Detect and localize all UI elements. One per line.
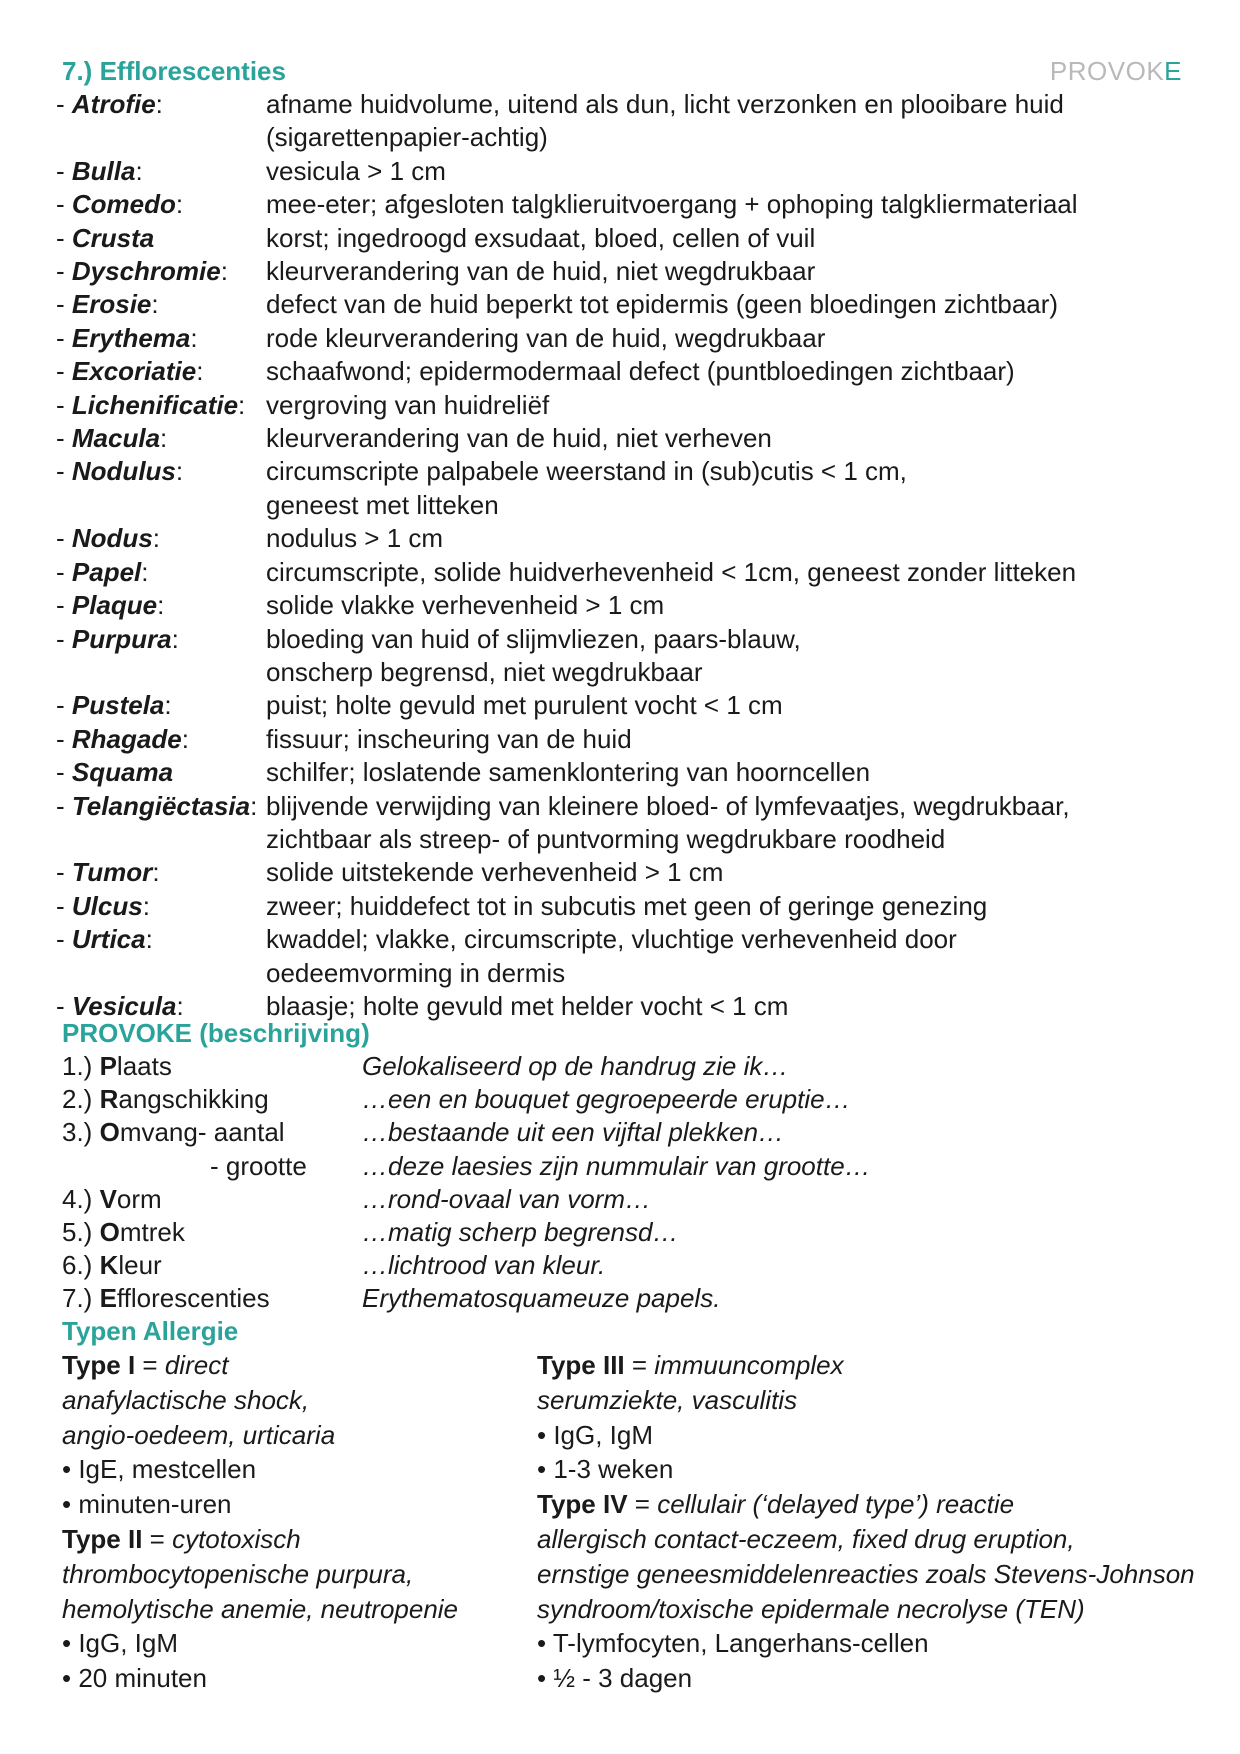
glossary-term: - Lichenificatie: bbox=[56, 389, 246, 420]
glossary-row bbox=[56, 188, 1186, 221]
glossary-definition bbox=[266, 723, 1186, 756]
glossary-term-name: Atrofie bbox=[71, 89, 156, 119]
allergy-type-equals: = bbox=[142, 1523, 173, 1554]
provoke-title: PROVOKE (beschrijving) bbox=[62, 1018, 370, 1048]
glossary-definition bbox=[266, 288, 1186, 321]
glossary-term-suffix: : bbox=[238, 389, 246, 420]
glossary-term-suffix: : bbox=[181, 723, 189, 754]
glossary-definition-line: (sigarettenpapier-achtig) bbox=[266, 122, 548, 153]
glossary-term: - Squama bbox=[56, 757, 174, 788]
glossary-row bbox=[56, 890, 1186, 923]
glossary-definition bbox=[266, 990, 1186, 1023]
glossary-definition-line: korst; ingedroogd exsudaat, bloed, cellen of vuil bbox=[266, 222, 816, 253]
provoke-step bbox=[62, 1150, 362, 1183]
provoke-step-number: 4.) bbox=[62, 1183, 100, 1214]
glossary-term-name: Crusta bbox=[71, 222, 155, 253]
allergy-example-line: ernstige geneesmiddelenreacties zoals Stevens-Johnson bbox=[537, 1558, 1195, 1589]
allergy-type-mechanism: direct bbox=[164, 1350, 229, 1380]
allergy-type-heading bbox=[537, 1348, 1197, 1383]
glossary-definition bbox=[266, 856, 1186, 889]
glossary-term: - Urtica: bbox=[56, 924, 153, 955]
glossary-row bbox=[56, 322, 1186, 355]
glossary-term-suffix: : bbox=[155, 89, 163, 119]
glossary-term: - Pustela: bbox=[56, 690, 172, 721]
glossary-term-suffix: : bbox=[152, 523, 161, 554]
provoke-step-rest: mvang bbox=[119, 1117, 198, 1148]
glossary-definition bbox=[266, 923, 1186, 990]
glossary-term-suffix: : bbox=[220, 256, 228, 287]
glossary-term: - Atrofie: bbox=[56, 89, 163, 119]
glossary-term-name: Nodus bbox=[71, 523, 153, 554]
glossary-term: - Macula: bbox=[56, 423, 168, 454]
glossary-term: - Bulla: bbox=[56, 155, 143, 186]
glossary-term-name: Erosie bbox=[71, 289, 152, 320]
glossary-term: - Nodus: bbox=[56, 523, 161, 554]
allergy-bullet-item: • 20 minuten bbox=[62, 1663, 207, 1694]
provoke-step-letter: R bbox=[99, 1084, 119, 1115]
glossary-term: - Nodulus: bbox=[56, 456, 184, 487]
glossary-term-name: Papel bbox=[71, 556, 142, 587]
allergy-bullet-item: • IgG, IgM bbox=[62, 1628, 179, 1659]
glossary-term-name: Excoriatie bbox=[71, 356, 197, 387]
glossary-definition bbox=[266, 589, 1186, 622]
allergy-example-line: syndroom/toxische epidermale necrolyse (TEN) bbox=[537, 1593, 1085, 1624]
glossary-definition-line: vesicula > 1 cm bbox=[266, 155, 446, 186]
glossary-definition-line: circumscripte, solide huidverhevenheid < 1cm, geneest zonder litteken bbox=[266, 556, 1077, 587]
provoke-example: …bestaande uit een vijftal plekken… bbox=[362, 1117, 785, 1148]
allergy-example-line: hemolytische anemie, neutropenie bbox=[62, 1593, 459, 1624]
allergy-type-name: Type III bbox=[537, 1350, 625, 1380]
glossary-definition bbox=[266, 155, 1186, 188]
glossary-row bbox=[56, 455, 1186, 522]
allergy-type-mechanism: immuuncomplex bbox=[654, 1350, 844, 1380]
glossary-definition bbox=[266, 890, 1186, 923]
provoke-step-letter: O bbox=[99, 1216, 120, 1247]
allergy-type-heading bbox=[62, 1348, 532, 1383]
glossary-term-name: Telangiëctasia bbox=[71, 790, 251, 821]
glossary-definition-line: vergroving van huidreliëf bbox=[266, 389, 550, 420]
allergy-type-equals: = bbox=[624, 1350, 655, 1380]
allergy-bullet-item: • IgG, IgM bbox=[537, 1419, 654, 1450]
provoke-step bbox=[62, 1116, 362, 1149]
allergy-type-name: Type IV bbox=[537, 1489, 628, 1520]
allergy-bullet-item: • minuten-uren bbox=[62, 1489, 232, 1520]
glossary-row bbox=[56, 756, 1186, 789]
glossary-term: - Erosie: bbox=[56, 289, 159, 320]
allergy-column-left bbox=[62, 1348, 532, 1696]
glossary-term-suffix: : bbox=[171, 623, 179, 654]
glossary-definition bbox=[266, 88, 1186, 155]
glossary-term-suffix: : bbox=[160, 423, 168, 454]
provoke-step-number: 5.) bbox=[62, 1216, 100, 1247]
provoke-example: …lichtrood van kleur. bbox=[362, 1250, 606, 1281]
allergy-type-equals: = bbox=[135, 1350, 165, 1380]
glossary-term: - Ulcus: bbox=[56, 890, 150, 921]
allergy-type-name: Type II bbox=[62, 1523, 143, 1554]
allergy-type-heading bbox=[62, 1522, 532, 1557]
glossary-term: - Comedo: bbox=[56, 189, 184, 220]
glossary-term-suffix: : bbox=[145, 924, 153, 955]
glossary-term: - Telangiëctasia: bbox=[56, 790, 258, 821]
glossary-term-suffix: : bbox=[151, 289, 159, 320]
glossary-term-name: Rhagade bbox=[71, 723, 182, 754]
provoke-step-letter: K bbox=[99, 1250, 119, 1281]
provoke-step-number: 6.) bbox=[62, 1250, 100, 1281]
glossary-row bbox=[56, 522, 1186, 555]
glossary-definition-line: blijvende verwijding van kleinere bloed- of lymfevaatjes, wegdrukbaar, bbox=[266, 790, 1070, 821]
glossary-definition bbox=[266, 556, 1186, 589]
provoke-example: Erythematosquameuze papels. bbox=[362, 1283, 721, 1314]
provoke-step-number: 2.) bbox=[62, 1084, 100, 1115]
glossary-term-name: Lichenificatie bbox=[71, 389, 239, 420]
glossary-row bbox=[56, 790, 1186, 857]
glossary-term-name: Nodulus bbox=[71, 456, 176, 487]
provoke-step-sub: - aantal bbox=[197, 1117, 285, 1148]
glossary-term: - Erythema: bbox=[56, 322, 198, 353]
glossary-term-name: Erythema bbox=[71, 322, 191, 353]
glossary-term: - Rhagade: bbox=[56, 723, 189, 754]
provoke-step-letter: O bbox=[99, 1117, 120, 1148]
glossary-row bbox=[56, 689, 1186, 722]
allergy-type-mechanism: cytotoxisch bbox=[172, 1523, 301, 1554]
glossary-definition-line: schilfer; loslatende samenklontering van hoorncellen bbox=[266, 757, 871, 788]
provoke-row bbox=[62, 1183, 1162, 1216]
provoke-step-rest: laats bbox=[116, 1051, 172, 1081]
provoke-step bbox=[62, 1282, 362, 1315]
allergy-bullet-item: • 1-3 weken bbox=[537, 1454, 674, 1485]
allergy-type-name: Type I bbox=[62, 1350, 136, 1380]
glossary-definition bbox=[266, 689, 1186, 722]
glossary-row bbox=[56, 288, 1186, 321]
provoke-step-rest: angschikking bbox=[118, 1084, 269, 1115]
glossary-term-name: Dyschromie bbox=[71, 256, 221, 287]
glossary-term-suffix: : bbox=[250, 790, 258, 821]
glossary-term-suffix: : bbox=[164, 690, 172, 721]
provoke-row bbox=[62, 1249, 1162, 1282]
provoke-row bbox=[62, 1282, 1162, 1315]
provoke-step bbox=[62, 1050, 362, 1083]
allergy-type-heading bbox=[537, 1487, 1197, 1522]
provoke-step-sub: - grootte bbox=[210, 1150, 307, 1181]
glossary-definition bbox=[266, 455, 1186, 522]
glossary-definition bbox=[266, 389, 1186, 422]
allergy-example-line: allergisch contact-eczeem, fixed drug eruption, bbox=[537, 1523, 1075, 1554]
allergy-title: Typen Allergie bbox=[62, 1316, 239, 1346]
provoke-example: …matig scherp begrensd… bbox=[362, 1216, 679, 1247]
provoke-step bbox=[62, 1183, 362, 1216]
glossary-definition-line: puist; holte gevuld met purulent vocht < 1 cm bbox=[266, 690, 783, 721]
provoke-example: …rond-ovaal van vorm… bbox=[362, 1183, 651, 1214]
glossary-term-suffix: : bbox=[141, 556, 149, 587]
glossary-definition-line: defect van de huid beperkt tot epidermis (geen bloedingen zichtbaar) bbox=[266, 289, 1059, 320]
allergy-example-line: angio-oedeem, urticaria bbox=[62, 1419, 336, 1450]
provoke-step-number: 7.) bbox=[62, 1283, 100, 1314]
glossary-row bbox=[56, 923, 1186, 990]
glossary-term-suffix: : bbox=[190, 322, 198, 353]
glossary-term: - Vesicula: bbox=[56, 990, 184, 1021]
provoke-row bbox=[62, 1083, 1162, 1116]
glossary-definition-line: circumscripte palpabele weerstand in (sub)cutis < 1 cm, bbox=[266, 456, 907, 487]
glossary-definition-line: zweer; huiddefect tot in subcutis met geen of geringe genezing bbox=[266, 890, 988, 921]
glossary-term: - Tumor: bbox=[56, 857, 160, 888]
glossary-definition-line: mee-eter; afgesloten talgklieruitvoergang + ophoping talgkliermateriaal bbox=[266, 189, 1078, 220]
glossary-term-name: Macula bbox=[71, 423, 161, 454]
glossary-definition-line: nodulus > 1 cm bbox=[266, 523, 444, 554]
provoke-list bbox=[62, 1050, 1162, 1316]
glossary-definition-line: geneest met litteken bbox=[266, 489, 499, 520]
glossary-row bbox=[56, 389, 1186, 422]
glossary-term-suffix: : bbox=[152, 857, 160, 888]
glossary-definition-line: bloeding van huid of slijmvliezen, paars-blauw, bbox=[266, 623, 801, 654]
allergy-bullet-item: • T-lymfocyten, Langerhans-cellen bbox=[537, 1628, 929, 1659]
provoke-row bbox=[62, 1150, 1162, 1183]
glossary-term-name: Squama bbox=[71, 757, 174, 788]
provoke-step-letter: V bbox=[99, 1183, 117, 1214]
glossary-term-suffix: : bbox=[142, 890, 150, 921]
glossary-row bbox=[56, 556, 1186, 589]
glossary-definition bbox=[266, 522, 1186, 555]
glossary-definition-line: schaafwond; epidermodermaal defect (puntbloedingen zichtbaar) bbox=[266, 356, 1015, 387]
brand-main: PROVOK bbox=[1049, 56, 1165, 86]
glossary-term-name: Urtica bbox=[71, 924, 146, 955]
glossary-row bbox=[56, 255, 1186, 288]
allergy-example-line: thrombocytopenische purpura, bbox=[62, 1558, 414, 1589]
glossary-list bbox=[56, 88, 1186, 1023]
glossary-row bbox=[56, 723, 1186, 756]
glossary-row bbox=[56, 155, 1186, 188]
glossary-term-name: Bulla bbox=[71, 155, 136, 186]
provoke-step-number: 3.) bbox=[62, 1117, 100, 1148]
allergy-bullet-item: • ½ - 3 dagen bbox=[537, 1663, 693, 1694]
glossary-definition-line: onscherp begrensd, niet wegdrukbaar bbox=[266, 656, 703, 687]
glossary-definition-line: oedeemvorming in dermis bbox=[266, 957, 566, 988]
glossary-definition-line: solide uitstekende verhevenheid > 1 cm bbox=[266, 857, 724, 888]
provoke-step bbox=[62, 1216, 362, 1249]
glossary-row bbox=[56, 355, 1186, 388]
provoke-example: …een en bouquet gegroepeerde eruptie… bbox=[362, 1084, 851, 1115]
provoke-row bbox=[62, 1050, 1162, 1083]
glossary-term: - Crusta bbox=[56, 222, 155, 253]
glossary-term-suffix: : bbox=[196, 356, 204, 387]
allergy-column-right bbox=[537, 1348, 1197, 1696]
glossary-term-suffix: : bbox=[175, 189, 184, 220]
glossary-definition bbox=[266, 623, 1186, 690]
glossary-term-suffix: : bbox=[157, 590, 165, 621]
glossary-term-name: Vesicula bbox=[71, 990, 177, 1021]
glossary-definition bbox=[266, 222, 1186, 255]
glossary-definition-line: fissuur; inscheuring van de huid bbox=[266, 723, 632, 754]
glossary-definition bbox=[266, 355, 1186, 388]
provoke-step bbox=[62, 1249, 362, 1282]
glossary-term-suffix: : bbox=[135, 155, 143, 186]
glossary-term: - Purpura: bbox=[56, 623, 179, 654]
glossary-definition bbox=[266, 790, 1186, 857]
allergy-example-line: anafylactische shock, bbox=[62, 1384, 310, 1415]
glossary-term: - Papel: bbox=[56, 556, 149, 587]
allergy-type-mechanism: cellulair (‘delayed type’) reactie bbox=[657, 1489, 1015, 1520]
glossary-term-name: Tumor bbox=[71, 857, 153, 888]
glossary-term-name: Comedo bbox=[71, 189, 176, 220]
glossary-definition-line: kwaddel; vlakke, circumscripte, vluchtige verhevenheid door bbox=[266, 924, 957, 955]
glossary-definition-line: kleurverandering van de huid, niet verheven bbox=[266, 423, 772, 454]
provoke-example: Gelokaliseerd op de handrug zie ik… bbox=[362, 1051, 789, 1081]
glossary-row bbox=[56, 88, 1186, 155]
brand-provoke bbox=[1050, 56, 1182, 86]
glossary-term-suffix: : bbox=[175, 456, 184, 487]
glossary-definition-line: rode kleurverandering van de huid, wegdrukbaar bbox=[266, 322, 826, 353]
glossary-definition-line: blaasje; holte gevuld met helder vocht < 1 cm bbox=[266, 990, 789, 1021]
glossary-definition-line: kleurverandering van de huid, niet wegdrukbaar bbox=[266, 256, 816, 287]
provoke-step-rest: mtrek bbox=[119, 1216, 185, 1247]
glossary-definition bbox=[266, 422, 1186, 455]
glossary-definition-line: solide vlakke verhevenheid > 1 cm bbox=[266, 590, 665, 621]
provoke-step-rest: fflorescenties bbox=[116, 1283, 270, 1314]
provoke-example: …deze laesies zijn nummulair van grootte… bbox=[362, 1150, 871, 1181]
glossary-definition-line: zichtbaar als streep- of puntvorming wegdrukbare roodheid bbox=[266, 823, 946, 854]
provoke-step-letter: E bbox=[99, 1283, 117, 1314]
glossary-term-name: Plaque bbox=[71, 590, 158, 621]
glossary-row bbox=[56, 589, 1186, 622]
glossary-term: - Plaque: bbox=[56, 590, 165, 621]
provoke-step-letter: P bbox=[99, 1051, 117, 1081]
glossary-row bbox=[56, 422, 1186, 455]
glossary-definition-line: afname huidvolume, uitend als dun, licht verzonken en plooibare huid bbox=[266, 89, 1064, 119]
allergy-type-equals: = bbox=[627, 1489, 658, 1520]
glossary-term-name: Ulcus bbox=[71, 890, 143, 921]
glossary-term-suffix: : bbox=[176, 990, 184, 1021]
provoke-step-number: 1.) bbox=[62, 1051, 100, 1081]
glossary-definition bbox=[266, 255, 1186, 288]
provoke-step-rest: leur bbox=[118, 1250, 162, 1281]
provoke-step-rest: orm bbox=[116, 1183, 162, 1214]
glossary-term: - Dyschromie: bbox=[56, 256, 228, 287]
provoke-row bbox=[62, 1216, 1162, 1249]
provoke-step bbox=[62, 1083, 362, 1116]
glossary-definition bbox=[266, 322, 1186, 355]
allergy-example-line: serumziekte, vasculitis bbox=[537, 1384, 798, 1415]
glossary-row bbox=[56, 222, 1186, 255]
glossary-term-name: Pustela bbox=[71, 690, 165, 721]
brand-last-letter: E bbox=[1164, 56, 1182, 86]
glossary-definition bbox=[266, 188, 1186, 221]
allergy-bullet-item: • IgE, mestcellen bbox=[62, 1454, 257, 1485]
glossary-term: - Excoriatie: bbox=[56, 356, 204, 387]
provoke-row bbox=[62, 1116, 1162, 1149]
glossary-term-name: Purpura bbox=[71, 623, 172, 654]
glossary-definition bbox=[266, 756, 1186, 789]
glossary-row bbox=[56, 623, 1186, 690]
glossary-row bbox=[56, 856, 1186, 889]
section-title-efflorescenties: 7.) Efflorescenties bbox=[62, 56, 286, 86]
